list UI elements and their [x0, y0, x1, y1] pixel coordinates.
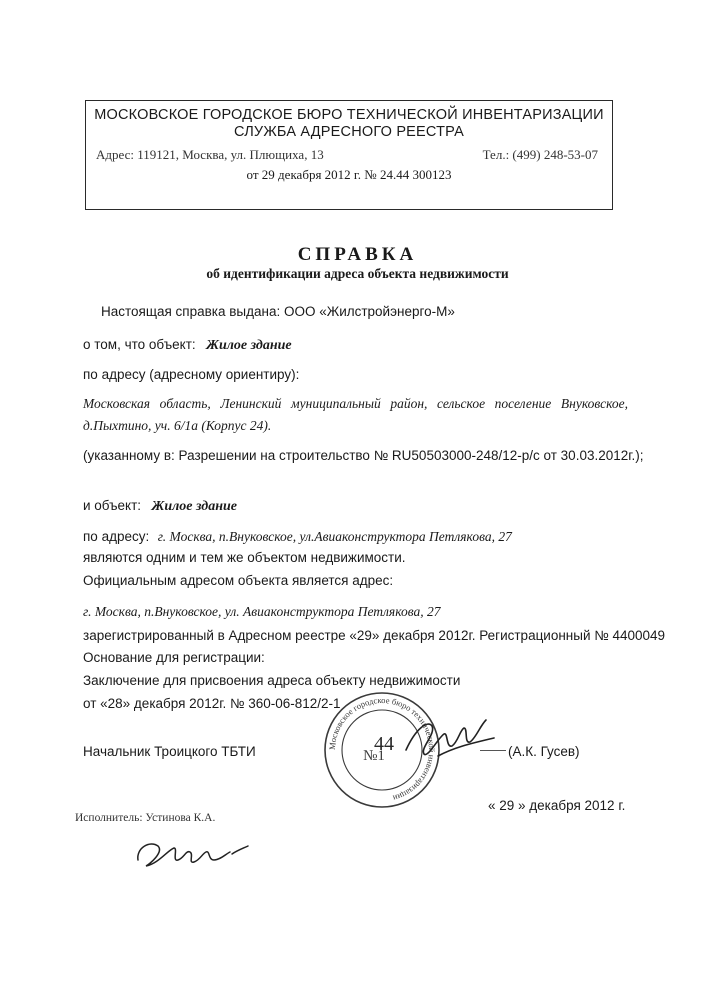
address-line-1: Московская область, Ленинский муниципальный район, сельское поселение Внуковское, [83, 396, 628, 411]
same-object-statement: являются одним и тем же объектом недвижимости. [83, 550, 406, 565]
signatory-position: Начальник Троицкого ТБТИ [83, 744, 256, 759]
stamp-ring-text: Московское городское бюро технической инвентаризации [326, 694, 438, 804]
organization-name: МОСКОВСКОЕ ГОРОДСКОЕ БЮРО ТЕХНИЧЕСКОЙ ИНВЕНТАРИЗАЦИИ [94, 107, 604, 123]
header-box [85, 100, 613, 210]
registration-statement: зарегистрированный в Адресном реестре «29» декабря 2012г. Регистрационный № 4400049 [83, 628, 666, 643]
service-name: СЛУЖБА АДРЕСНОГО РЕЕСТРА [234, 124, 464, 140]
indicated-in-permit: (указанному в: Разрешении на строительство № RU50503000-248/12-р/с от 30.03.2012г.); [83, 448, 644, 463]
document-date-number: от 29 декабря 2012 г. № 24.44 300123 [246, 167, 452, 182]
address2-label: по адресу: [83, 529, 150, 544]
organization-address: Адрес: 119121, Москва, ул. Плющиха, 13 [96, 147, 324, 162]
object1-value: Жилое здание [206, 338, 292, 353]
organization-phone: Тел.: (499) 248-53-07 [482, 147, 598, 162]
signatory-name: (А.К. Гусев) [508, 744, 580, 759]
basis-date-number: от «28» декабря 2012г. № 360-06-812/2-1 [83, 696, 341, 711]
address-label: по адресу (адресному ориентиру): [83, 367, 300, 382]
official-address-label: Официальным адресом объекта является адрес: [83, 573, 394, 588]
address2-line [83, 528, 512, 546]
object2-value: Жилое здание [151, 499, 238, 514]
executor-signature [128, 830, 258, 875]
head-signature [398, 708, 498, 768]
object2-line [83, 497, 237, 515]
stamp-number: №1 [363, 748, 385, 764]
object1-line [83, 336, 292, 354]
stamp-overlay-number: 44 [374, 733, 394, 755]
address-line-2: д.Пыхтино, уч. 6/1а (Корпус 24). [83, 418, 272, 433]
document-subtitle: об идентификации адреса объекта недвижимости [206, 266, 509, 281]
executor-label: Исполнитель: Устинова К.А. [75, 812, 216, 824]
issued-to-line: Настоящая справка выдана: ООО «Жилстройэнерго-М» [101, 304, 455, 319]
signature-date: « 29 » декабря 2012 г. [488, 798, 626, 813]
basis-value: Заключение для присвоения адреса объекту недвижимости [83, 673, 461, 688]
basis-label: Основание для регистрации: [83, 650, 265, 665]
official-address-value: г. Москва, п.Внуковское, ул. Авиаконструктора Петлякова, 27 [83, 604, 441, 619]
address2-value: г. Москва, п.Внуковское, ул.Авиаконструктора Петлякова, 27 [157, 529, 512, 544]
object2-label: и объект: [83, 498, 142, 513]
object1-label: о том, что объект: [83, 337, 196, 352]
document-title: СПРАВКА [297, 244, 418, 265]
